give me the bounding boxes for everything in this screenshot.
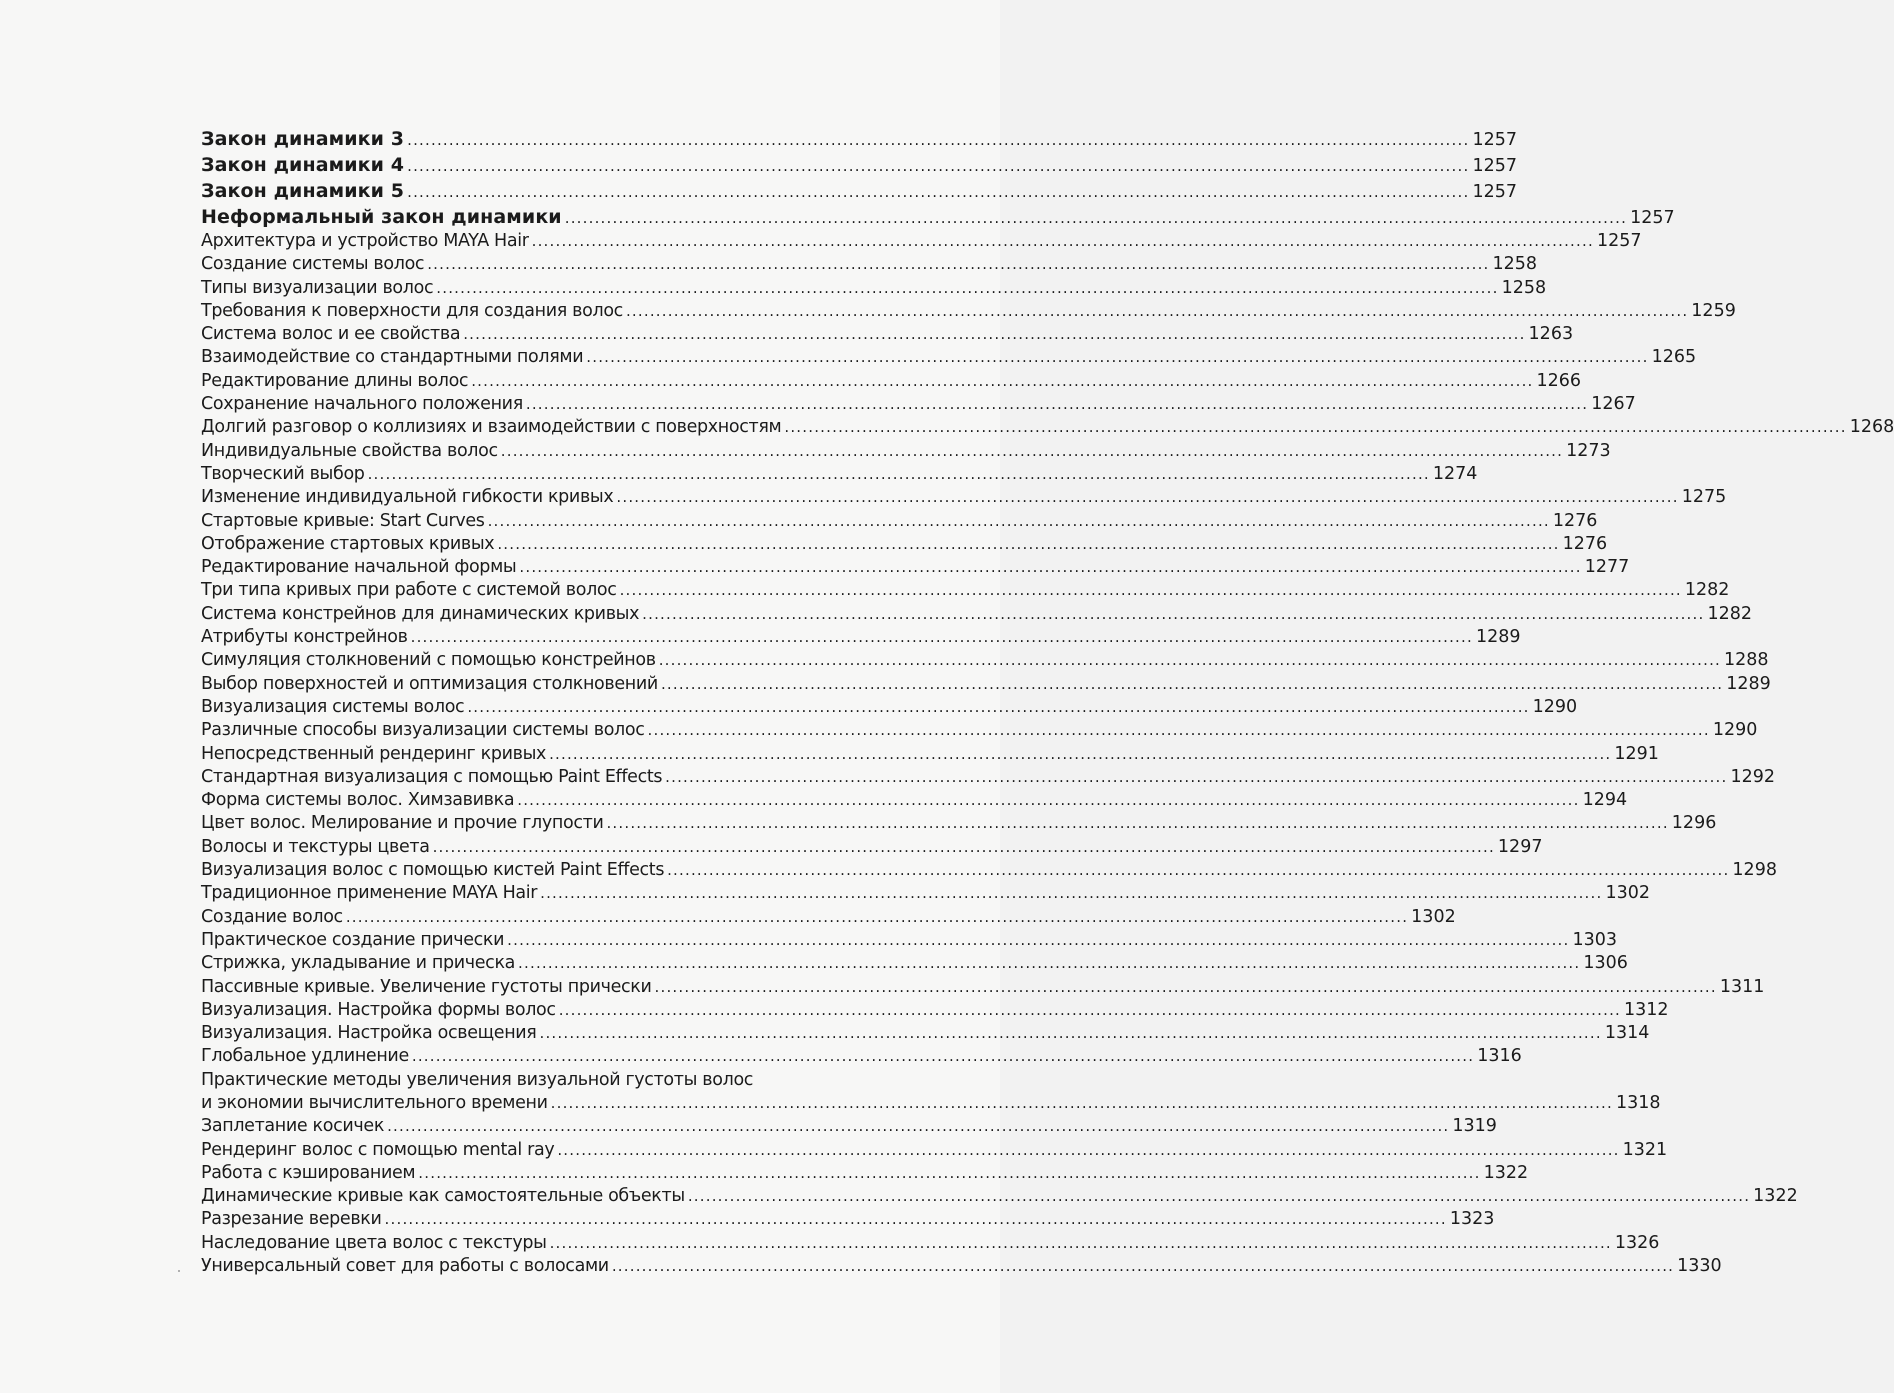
- toc-entry-page: 1292: [1730, 766, 1776, 787]
- toc-entry: [201, 463, 1478, 486]
- toc-entry-page: 1319: [1452, 1116, 1497, 1137]
- toc-entry: [201, 1045, 1522, 1068]
- toc-entry: [201, 152, 1517, 178]
- toc-entry-page: 1274: [1432, 463, 1478, 484]
- toc-entry: [201, 533, 1608, 556]
- toc-entry: [201, 1139, 1668, 1162]
- toc-entry-multiline: [201, 1069, 1661, 1116]
- toc-entry-title: Изменение индивидуальной гибкости кривых: [201, 487, 614, 508]
- toc-entry: [201, 1208, 1495, 1231]
- toc-entry-title: Цвет волос. Мелирование и прочие глупости: [201, 813, 604, 834]
- toc-entry-title: Стандартная визуализация с помощью Paint Effects: [201, 766, 663, 787]
- toc-entry: [201, 510, 1598, 533]
- dot-leader: [518, 952, 1580, 975]
- toc-entry: [201, 579, 1730, 602]
- toc-entry-page: 1318: [1615, 1092, 1661, 1113]
- toc-entry: [201, 1115, 1497, 1138]
- toc-entry-page: 1259: [1691, 300, 1736, 321]
- toc-entry-page: 1322: [1483, 1162, 1529, 1183]
- toc-entry: [201, 323, 1574, 346]
- dot-leader: [412, 1045, 1474, 1068]
- toc-entry-title: Три типа кривых при работе с системой волос: [201, 580, 617, 601]
- toc-entry-page: 1282: [1684, 580, 1730, 601]
- toc-entry: [201, 1022, 1650, 1045]
- toc-entry: [201, 673, 1771, 696]
- toc-entry-title: Универсальный совет для работы с волосами: [201, 1256, 609, 1277]
- toc-entry-page: 1257: [1472, 156, 1517, 176]
- toc-entry: [201, 976, 1765, 999]
- toc-entry-page: 1265: [1651, 347, 1697, 368]
- toc-entry-page: 1321: [1622, 1139, 1668, 1160]
- toc-entry-title: Работа с кэшированием: [201, 1162, 416, 1183]
- toc-entry-title: Типы визуализации волос: [201, 277, 434, 298]
- dot-leader: [612, 1255, 1674, 1278]
- toc-entry: [201, 1232, 1660, 1255]
- toc-entry: [201, 1255, 1722, 1278]
- toc-entry: [201, 178, 1517, 204]
- toc-entry-title: Наследование цвета волос с текстуры: [201, 1232, 547, 1253]
- toc-entry-page: 1323: [1449, 1209, 1495, 1230]
- toc-entry-page: 1316: [1477, 1046, 1522, 1067]
- toc-entry-title: Творческий выбор: [201, 463, 365, 484]
- dot-leader: [418, 1162, 1480, 1185]
- toc-entry: [201, 812, 1717, 835]
- dot-leader: [665, 766, 1727, 789]
- dot-leader: [667, 859, 1729, 882]
- toc-entry: [201, 906, 1456, 929]
- toc-entry: [201, 999, 1669, 1022]
- toc-entry-page: 1257: [1472, 130, 1517, 150]
- toc-entry-page: 1302: [1411, 906, 1456, 927]
- toc-entry: [201, 277, 1547, 300]
- dot-leader: [368, 463, 1430, 486]
- toc-entry-title: Взаимодействие со стандартными полями: [201, 347, 584, 368]
- dot-leader: [463, 323, 1525, 346]
- toc-entry-title: Неформальный закон динамики: [201, 206, 562, 228]
- toc-entry-page: 1276: [1552, 510, 1598, 531]
- toc-entry: [201, 230, 1642, 253]
- dot-leader: [346, 906, 1408, 929]
- toc-entry-page: 1302: [1605, 883, 1650, 904]
- toc-entry-title: Система констрейнов для динамических кривых: [201, 603, 640, 624]
- toc-entry: [201, 440, 1611, 463]
- dot-leader: [433, 836, 1495, 859]
- dot-leader: [642, 603, 1704, 626]
- toc-entry-title: Создание системы волос: [201, 254, 425, 275]
- dot-leader: [526, 393, 1588, 416]
- scan-speck: [178, 1270, 180, 1272]
- toc-entry-page: 1330: [1677, 1256, 1722, 1277]
- dot-leader: [565, 205, 1627, 231]
- toc-entry: [201, 882, 1650, 905]
- dot-leader: [532, 230, 1594, 253]
- toc-entry-page: 1267: [1591, 394, 1636, 415]
- toc-entry: [201, 556, 1630, 579]
- dot-leader: [387, 1115, 1449, 1138]
- toc-entry-title: Редактирование начальной формы: [201, 557, 517, 578]
- dot-leader: [427, 253, 1489, 276]
- toc-entry: [201, 370, 1582, 393]
- toc-entry-title: Заплетание косичек: [201, 1116, 385, 1137]
- dot-leader: [551, 1092, 1613, 1115]
- toc-entry-title: Стартовые кривые: Start Curves: [201, 510, 485, 531]
- toc-entry: [201, 300, 1736, 323]
- toc-entry-line2-row: [201, 1092, 1661, 1115]
- toc-entry-page: 1294: [1582, 790, 1628, 811]
- toc-entry-title: Рендеринг волос с помощью mental ray: [201, 1139, 555, 1160]
- toc-entry-page: 1326: [1614, 1232, 1660, 1253]
- toc-entry-page: 1266: [1536, 370, 1582, 391]
- toc-entry-title-line2: и экономии вычислительного времени: [201, 1092, 548, 1113]
- toc-entry-title: Симуляция столкновений с помощью констрейнов: [201, 650, 656, 671]
- toc-entry-page: 1258: [1501, 277, 1547, 298]
- toc-entry-title: Редактирование длины волос: [201, 370, 469, 391]
- dot-leader: [655, 976, 1717, 999]
- toc-entry-title: Разрезание веревки: [201, 1209, 382, 1230]
- toc-entry-title: Система волос и ее свойства: [201, 324, 461, 345]
- dot-leader: [540, 1022, 1602, 1045]
- toc-entry-title: Закон динамики 4: [201, 154, 405, 176]
- toc-entry-title: Требования к поверхности для создания волос: [201, 300, 623, 321]
- toc-entry: [201, 696, 1578, 719]
- dot-leader: [436, 277, 1498, 300]
- toc-entry-page: 1306: [1583, 953, 1628, 974]
- dot-leader: [688, 1185, 1750, 1208]
- toc-entry-title: Практическое создание прически: [201, 929, 505, 950]
- toc-entry: [201, 766, 1776, 789]
- dot-leader: [661, 673, 1723, 696]
- dot-leader: [616, 486, 1678, 509]
- dot-leader: [550, 1232, 1612, 1255]
- toc-entry-page: 1257: [1472, 182, 1517, 202]
- toc-entry: [201, 204, 1675, 230]
- toc-entry-page: 1322: [1753, 1186, 1798, 1207]
- toc-entry: [201, 789, 1628, 812]
- dot-leader: [559, 999, 1621, 1022]
- toc-entry: [201, 346, 1697, 369]
- toc-entry-page: 1314: [1604, 1023, 1650, 1044]
- dot-leader: [549, 743, 1611, 766]
- dot-leader: [407, 153, 1469, 179]
- dot-leader: [620, 579, 1682, 602]
- toc-entry-title: Стрижка, укладывание и прическа: [201, 953, 516, 974]
- toc-entry: [201, 719, 1758, 742]
- toc-entry: [201, 486, 1727, 509]
- dot-leader: [586, 346, 1648, 369]
- toc-entry-title: Атрибуты констрейнов: [201, 627, 408, 648]
- toc-entry-title: Архитектура и устройство MAYA Hair: [201, 231, 529, 251]
- toc-entry-page: 1277: [1584, 557, 1630, 578]
- toc-entry-title: Пассивные кривые. Увеличение густоты прически: [201, 976, 652, 997]
- toc-entry-page: 1268: [1849, 417, 1894, 438]
- toc-entry-page: 1258: [1492, 254, 1538, 275]
- toc-entry-title: Визуализация. Настройка освещения: [201, 1023, 537, 1044]
- toc-entry-page: 1298: [1732, 860, 1777, 881]
- dot-leader: [648, 719, 1710, 742]
- toc-entry-title-line1: Практические методы увеличения визуальной густоты волос: [201, 1069, 754, 1090]
- toc-entry-title: Выбор поверхностей и оптимизация столкновений: [201, 673, 658, 694]
- dot-leader: [606, 812, 1668, 835]
- dot-leader: [784, 416, 1846, 439]
- toc-entry-title: Отображение стартовых кривых: [201, 533, 495, 554]
- toc-entry-page: 1290: [1532, 696, 1578, 717]
- toc-entry-page: 1290: [1712, 720, 1758, 741]
- toc-entry-title: Глобальное удлинение: [201, 1046, 409, 1067]
- toc-entry-title: Закон динамики 5: [201, 180, 405, 202]
- toc-entry-title: Долгий разговор о коллизиях и взаимодействии с поверхностям: [201, 417, 782, 438]
- toc-entry-page: 1276: [1562, 533, 1608, 554]
- dot-leader: [407, 127, 1469, 153]
- toc-entry-page: 1275: [1681, 487, 1727, 508]
- dot-leader: [497, 533, 1559, 556]
- dot-leader: [557, 1139, 1619, 1162]
- dot-leader: [540, 882, 1602, 905]
- toc-entry: [201, 952, 1628, 975]
- toc-entry-page: 1311: [1719, 976, 1765, 997]
- toc-entry-title: Форма системы волос. Химзавивка: [201, 790, 515, 811]
- toc-entry-page: 1303: [1572, 929, 1618, 950]
- dot-leader: [407, 179, 1469, 205]
- toc-entry-title: Сохранение начального положения: [201, 394, 523, 415]
- dot-leader: [519, 556, 1581, 579]
- dot-leader: [471, 370, 1533, 393]
- toc-entry-title: Непосредственный рендеринг кривых: [201, 743, 547, 764]
- dot-leader: [467, 696, 1529, 719]
- toc-entry: [201, 1185, 1798, 1208]
- toc-entry: [201, 126, 1517, 152]
- toc-entry: [201, 859, 1777, 882]
- dot-leader: [385, 1208, 1447, 1231]
- toc-entry: [201, 743, 1659, 766]
- toc-entry-title: Динамические кривые как самостоятельные объекты: [201, 1186, 685, 1207]
- toc-entry: [201, 416, 1894, 439]
- toc-entry: [201, 1162, 1529, 1185]
- toc-entry: [201, 393, 1636, 416]
- dot-leader: [517, 789, 1579, 812]
- toc-entry-page: 1273: [1566, 440, 1611, 461]
- toc-entry-title: Визуализация волос с помощью кистей Paint Effects: [201, 860, 665, 881]
- toc-entry-page: 1288: [1724, 650, 1769, 671]
- toc-entry-title: Визуализация. Настройка формы волос: [201, 999, 556, 1020]
- dot-leader: [488, 510, 1550, 533]
- toc-entry: [201, 626, 1521, 649]
- toc-entry-page: 1312: [1624, 999, 1669, 1020]
- dot-leader: [501, 440, 1563, 463]
- toc-entry-title: Закон динамики 3: [201, 128, 405, 150]
- toc-entry-page: 1289: [1726, 673, 1771, 694]
- toc-entry: [201, 836, 1543, 859]
- dot-leader: [659, 649, 1721, 672]
- toc-entry-title: Создание волос: [201, 906, 343, 927]
- toc-entry-page: 1297: [1497, 836, 1543, 857]
- toc-entry-title: Индивидуальные свойства волос: [201, 440, 498, 461]
- dot-leader: [507, 929, 1569, 952]
- toc-entry-page: 1282: [1707, 603, 1753, 624]
- dot-leader: [626, 300, 1688, 323]
- dot-leader: [411, 626, 1473, 649]
- toc-entry: [201, 603, 1753, 626]
- toc-entry-page: 1289: [1475, 627, 1521, 648]
- toc-entry-title: Традиционное применение MAYA Hair: [201, 883, 538, 904]
- toc-entry-page: 1296: [1671, 813, 1717, 834]
- toc-entry-page: 1291: [1614, 743, 1659, 764]
- toc-entry-title: Волосы и текстуры цвета: [201, 836, 430, 857]
- table-of-contents: [201, 126, 1894, 1278]
- toc-entry-page: 1257: [1596, 231, 1642, 251]
- toc-entry: [201, 929, 1618, 952]
- toc-entry: [201, 253, 1538, 276]
- toc-entry: [201, 649, 1769, 672]
- toc-entry-title: Различные способы визуализации системы волос: [201, 720, 645, 741]
- toc-entry-page: 1257: [1630, 208, 1675, 228]
- toc-entry-title: Визуализация системы волос: [201, 696, 465, 717]
- toc-entry-page: 1263: [1528, 324, 1574, 345]
